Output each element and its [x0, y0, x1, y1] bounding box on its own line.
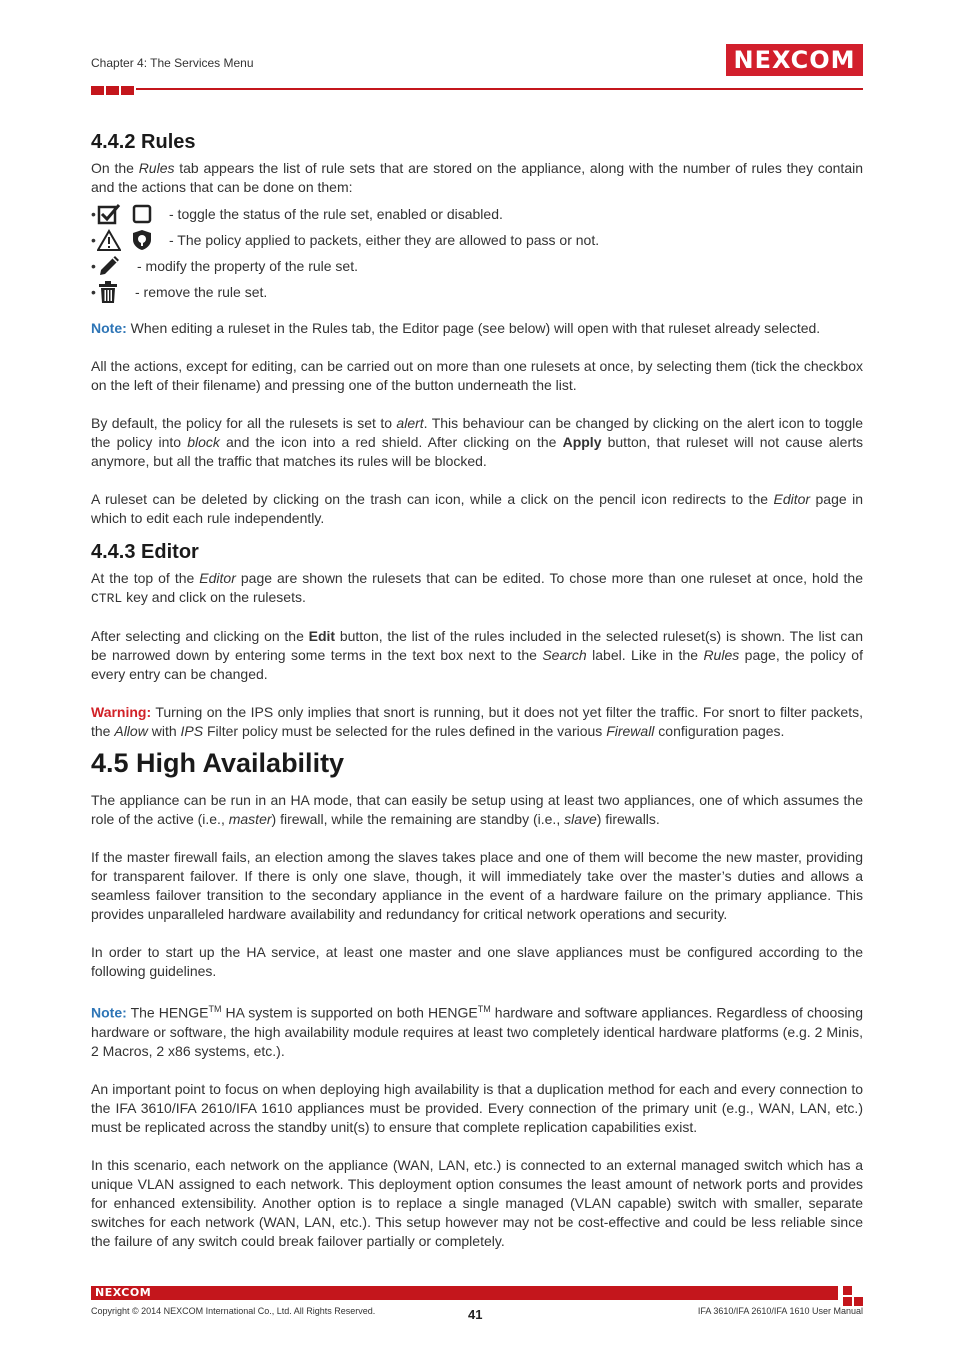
- ha-paragraph: An important point to focus on when deploying high availability is that a duplication method for each and every connection to the IFA 3610/IFA 2610/IFA 1610 appliances must be provided. Every connection of the primary unit (e.g., WAN, LAN, etc.) must be replicated across the standby unit(s) to ensure that complete replication capabilities exist.: [91, 1080, 863, 1135]
- footer-bar: [91, 1286, 838, 1300]
- section-heading-editor: 4.4.3 Editor: [91, 541, 199, 563]
- footer-decor: [843, 1286, 863, 1306]
- page-content: [91, 130, 863, 1270]
- manual-title: IFA 3610/IFA 2610/IFA 1610 User Manual: [697, 1306, 863, 1316]
- rules-paragraph: All the actions, except for editing, can be carried out on more than one rulesets at once, by selecting them (tick the checkbox on the left of their filename) and pressing one of the button underneath the list.: [91, 358, 863, 393]
- list-item: • - The policy applied to packets, either they are allowed to pass or not.: [91, 227, 863, 253]
- rules-note: Note: When editing a ruleset in the Rules tab, the Editor page (see below) will open with that ruleset already selected.: [91, 320, 821, 336]
- rules-actions-list: [91, 201, 863, 305]
- shield-icon: [131, 229, 153, 251]
- ha-paragraph: In order to start up the HA service, at least one master and one slave appliances must be configured according to the following guidelines.: [91, 944, 863, 979]
- ha-paragraph: In this scenario, each network on the appliance (WAN, LAN, etc.) is connected to an external managed switch which has a unique VLAN assigned to each network. This deployment option consumes the least amount of network ports and provides for enhanced extensibility. Another option is to replace a single managed (VLAN capable) switch with smaller, separate switches for each network (WAN, LAN, etc.). This setup however may not be cost-effective and could be less reliable since the failure of any switch could break failover partially or completely.: [91, 1156, 863, 1249]
- ha-paragraph: The appliance can be run in an HA mode, that can easily be setup using at least two appliances, one of which assumes the role of the active (i.e., master) firewall, while the remaining are standby (i.e., slave) firewalls.: [91, 792, 863, 827]
- checked-box-icon: [97, 203, 121, 225]
- header-divider: [136, 88, 863, 90]
- rules-paragraph: A ruleset can be deleted by clicking on the trash can icon, while a click on the pencil icon redirects to the Editor page in which to edit each rule independently.: [91, 491, 863, 526]
- rules-intro: On the Rules tab appears the list of rule sets that are stored on the appliance, along with the number of rules they contain and the actions that can be done on them:: [91, 160, 864, 195]
- bullet-text: - remove the rule set.: [135, 283, 268, 300]
- ha-note: Note: The HENGE™ HA system is supported on both HENGE™ hardware and software appliances. Regardless of choosing hardware or software, the high availability module requires at least two completely identical hardware platforms (e.g. 2 Minis, 2 Macros, 2 x86 systems, etc.).: [91, 1004, 864, 1059]
- footer-logo: NEXCOM: [95, 1286, 152, 1299]
- unchecked-box-icon: [131, 203, 153, 225]
- header-decor: [91, 86, 134, 95]
- list-item: • - remove the rule set.: [91, 279, 863, 305]
- bullet-text: - modify the property of the rule set.: [137, 257, 358, 274]
- rules-paragraph: By default, the policy for all the rulesets is set to alert. This behaviour can be changed by clicking on the alert icon to toggle the policy into block and the icon into a red shield. After clicking on the Apply button, that ruleset will not cause alerts anymore, but all the traffic that matches its rules will be blocked.: [91, 415, 863, 469]
- editor-warning: Warning: Turning on the IPS only implies that snort is running, but it does not yet filter the traffic. For snort to filter packets, the Allow with IPS Filter policy must be selected for the rules defined in the various Firewall configuration pages.: [91, 704, 863, 739]
- section-heading-rules: 4.4.2 Rules: [91, 131, 196, 153]
- copyright: Copyright © 2014 NEXCOM International Co., Ltd. All Rights Reserved.: [91, 1306, 376, 1316]
- alert-icon: [97, 229, 121, 251]
- nexcom-logo: NEXCOM: [726, 44, 863, 76]
- editor-paragraph: At the top of the Editor page are shown the rulesets that can be edited. To chose more than one ruleset at once, hold the CTRL key and click on the rulesets.: [91, 570, 863, 606]
- pencil-icon: [97, 254, 121, 278]
- list-item: • - toggle the status of the rule set, enabled or disabled.: [91, 201, 863, 227]
- bullet-text: - toggle the status of the rule set, enabled or disabled.: [169, 205, 503, 222]
- list-item: • - modify the property of the rule set.: [91, 253, 863, 279]
- bullet-text: - The policy applied to packets, either they are allowed to pass or not.: [169, 231, 600, 248]
- section-heading-high-availability: 4.5 High Availability: [91, 748, 345, 778]
- ha-paragraph: If the master firewall fails, an election among the slaves takes place and one of them will become the new master, providing for transparent failover. If there is only one slave, though, it will immediately take over the master’s duties and allows a seamless failover transition to the secondary appliance in the event of a hardware failure on the primary appliance. This provides unparalleled hardware availability and redundancy for critical network operations and security.: [91, 849, 863, 922]
- chapter-title: Chapter 4: The Services Menu: [91, 56, 254, 70]
- editor-paragraph: After selecting and clicking on the Edit button, the list of the rules included in the selected ruleset(s) is shown. The list can be narrowed down by entering some terms in the text box next to the Search label. Like in the Rules page, the policy of every entry can be changed.: [91, 628, 863, 682]
- page-number: 41: [468, 1307, 483, 1322]
- trash-icon: [97, 280, 119, 304]
